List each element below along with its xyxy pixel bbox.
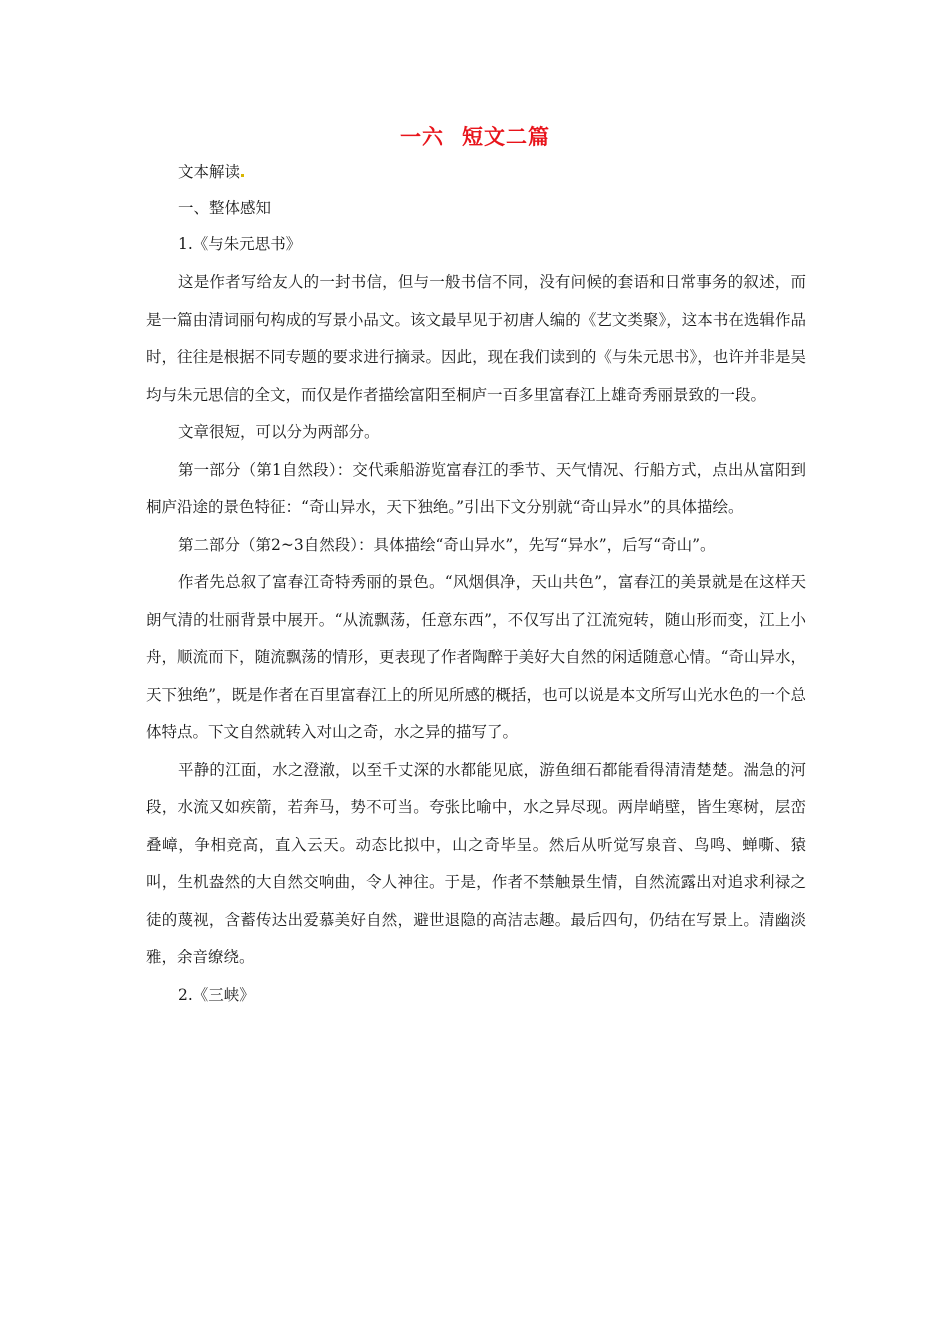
heading-overall: 一、整体感知 (178, 199, 272, 217)
cursor-mark (241, 174, 244, 177)
heading-item-1: 1.《与朱元思书》 (178, 235, 302, 253)
document-body (146, 160, 806, 1007)
page-title (0, 122, 950, 152)
heading-interpretation: 文本解读 (146, 160, 806, 184)
heading-item-2: 2.《三峡》 (178, 985, 255, 1004)
paragraph-3: 第一部分（第1自然段）：交代乘船游览富春江的季节、天气情况、行船方式，点出从富阳到桐庐沿途的景色特征：“奇山异水，天下独绝。”引出下文分别就“奇山异水”的具体描绘。 (146, 460, 806, 516)
paragraph-6: 平静的江面，水之澄澈，以至千丈深的水都能见底，游鱼细石都能看得清清楚楚。湍急的河段，水流又如疾箭，若奔马，势不可当。夸张比喻中，水之异尽现。两岸峭壁，皆生寒树，层峦叠嶂，争相竞高，直入云天。动态比拟中，山之奇毕呈。然后从听觉写泉音、鸟鸣、蝉嘶、猿叫，生机盎然的大自然交响曲，令人神往。于是，作者不禁触景生情，自然流露出对追求利禄之徒的蔑视，含蓄传达出爱慕美好自然，避世退隐的高洁志趣。最后四句，仍结在写景上。清幽淡雅，余音缭绕。 (146, 760, 806, 966)
title-number: 一六 (400, 124, 444, 149)
paragraph-4: 第二部分（第2~3自然段）：具体描绘“奇山异水”，先写“异水”，后写“奇山”。 (178, 535, 716, 554)
title-text: 短文二篇 (462, 124, 550, 149)
paragraph-5: 作者先总叙了富春江奇特秀丽的景色。“风烟俱净，天山共色”，富春江的美景就是在这样天朗气清的壮丽背景中展开。“从流飘荡，任意东西”，不仅写出了江流宛转，随山形而变，江上小舟，顺流而下，随流飘荡的情形，更表现了作者陶醉于美好大自然的闲适随意心情。“奇山异水，天下独绝”，既是作者在百里富春江上的所见所感的概括，也可以说是本文所写山光水色的一个总体特点。下文自然就转入对山之奇，水之异的描写了。 (146, 573, 806, 741)
paragraph-1: 这是作者写给友人的一封书信，但与一般书信不同，没有问候的套语和日常事务的叙述，而是一篇由清词丽句构成的写景小品文。该文最早见于初唐人编的《艺文类聚》，这本书在选辑作品时，往往是根据不同专题的要求进行摘录。因此，现在我们读到的《与朱元思书》，也许并非是吴均与朱元思信的全文，而仅是作者描绘富阳至桐庐一百多里富春江上雄奇秀丽景致的一段。 (146, 273, 806, 404)
paragraph-2: 文章很短，可以分为两部分。 (178, 423, 380, 441)
